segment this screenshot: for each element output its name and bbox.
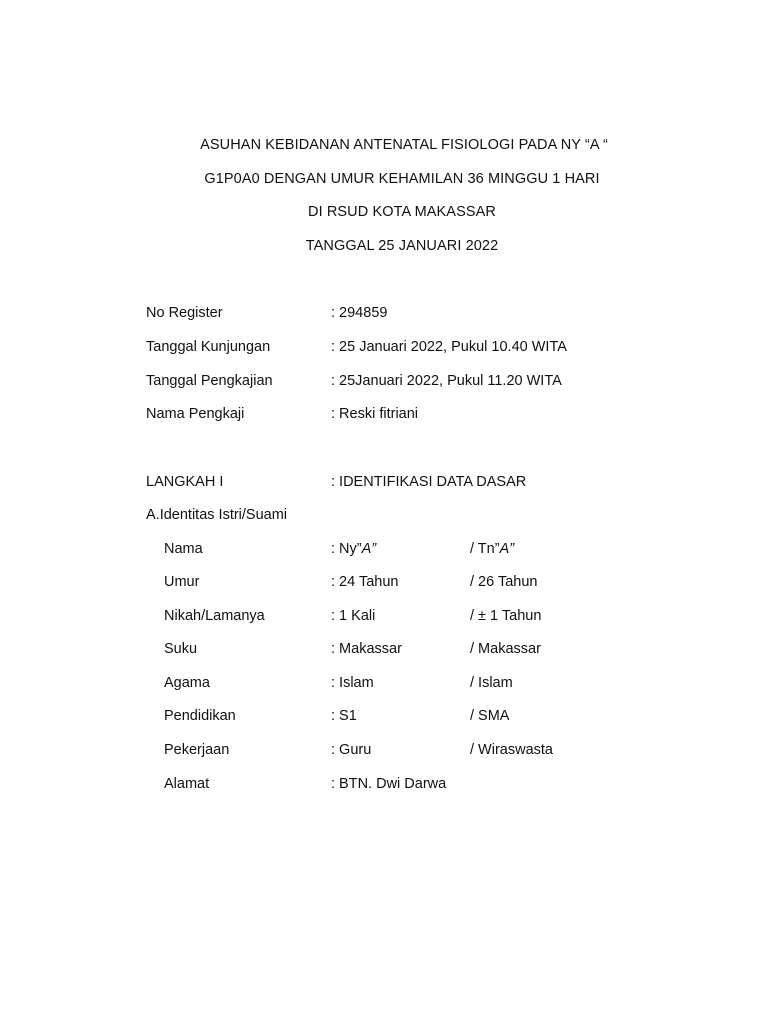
identity-label: Alamat [164, 776, 210, 792]
husband-name: A” [499, 541, 515, 557]
husband-value: / 26 Tahun [470, 574, 538, 590]
identity-row-pekerjaan [0, 742, 768, 762]
wife-value: : Guru [331, 742, 372, 758]
address-value: : BTN. Dwi Darwa [331, 776, 447, 792]
wife-value [331, 541, 376, 557]
identity-label: Agama [164, 675, 210, 691]
title-line-4: TANGGAL 25 JANUARI 2022 [305, 238, 499, 254]
wife-value: : 1 Kali [331, 608, 376, 624]
field-value: : 25 Januari 2022, Pukul 10.40 WITA [331, 339, 567, 355]
identity-row-umur [0, 574, 768, 594]
husband-prefix: / Tn” [470, 541, 500, 557]
husband-value: / Makassar [470, 641, 541, 657]
step-label: LANGKAH I [146, 474, 224, 490]
wife-value: : Islam [331, 675, 374, 691]
title-line-2: G1P0A0 DENGAN UMUR KEHAMILAN 36 MINGGU 1 HARI [204, 171, 600, 187]
field-tanggal-kunjungan [0, 339, 768, 359]
field-label: Nama Pengkaji [146, 406, 245, 422]
field-tanggal-pengkajian [0, 373, 768, 393]
husband-value: / SMA [470, 708, 510, 724]
identity-label: Nikah/Lamanya [164, 608, 265, 624]
wife-prefix: : Ny” [331, 541, 362, 557]
identity-row-agama [0, 675, 768, 695]
field-label: Tanggal Pengkajian [146, 373, 273, 389]
wife-name: A” [361, 541, 377, 557]
identity-label: Pendidikan [164, 708, 236, 724]
husband-value: / Islam [470, 675, 513, 691]
identity-label: Umur [164, 574, 200, 590]
wife-value: : S1 [331, 708, 357, 724]
identity-row-nama [0, 541, 768, 561]
field-no-register [0, 305, 768, 325]
husband-value: / Wiraswasta [470, 742, 553, 758]
wife-value: : 24 Tahun [331, 574, 399, 590]
identity-row-suku [0, 641, 768, 661]
step-value: : IDENTIFIKASI DATA DASAR [331, 474, 527, 490]
field-label: Tanggal Kunjungan [146, 339, 271, 355]
field-nama-pengkaji [0, 406, 768, 426]
field-value: : Reski fitriani [331, 406, 419, 422]
title-line-3: DI RSUD KOTA MAKASSAR [308, 204, 496, 220]
identity-label: Suku [164, 641, 198, 657]
step-heading [0, 474, 768, 494]
husband-value [470, 541, 514, 557]
husband-value: / ± 1 Tahun [470, 608, 542, 624]
field-value: : 294859 [331, 305, 388, 321]
wife-value: : Makassar [331, 641, 402, 657]
identity-row-nikah [0, 608, 768, 628]
section-heading-text: A.Identitas Istri/Suami [146, 507, 288, 523]
section-heading [0, 507, 768, 527]
identity-row-pendidikan [0, 708, 768, 728]
title-line-1: ASUHAN KEBIDANAN ANTENATAL FISIOLOGI PADA NY “A “ [200, 137, 608, 153]
identity-row-alamat [0, 776, 768, 796]
field-label: No Register [146, 305, 223, 321]
identity-label: Pekerjaan [164, 742, 230, 758]
field-value: : 25Januari 2022, Pukul 11.20 WITA [331, 373, 562, 389]
identity-label: Nama [164, 541, 203, 557]
